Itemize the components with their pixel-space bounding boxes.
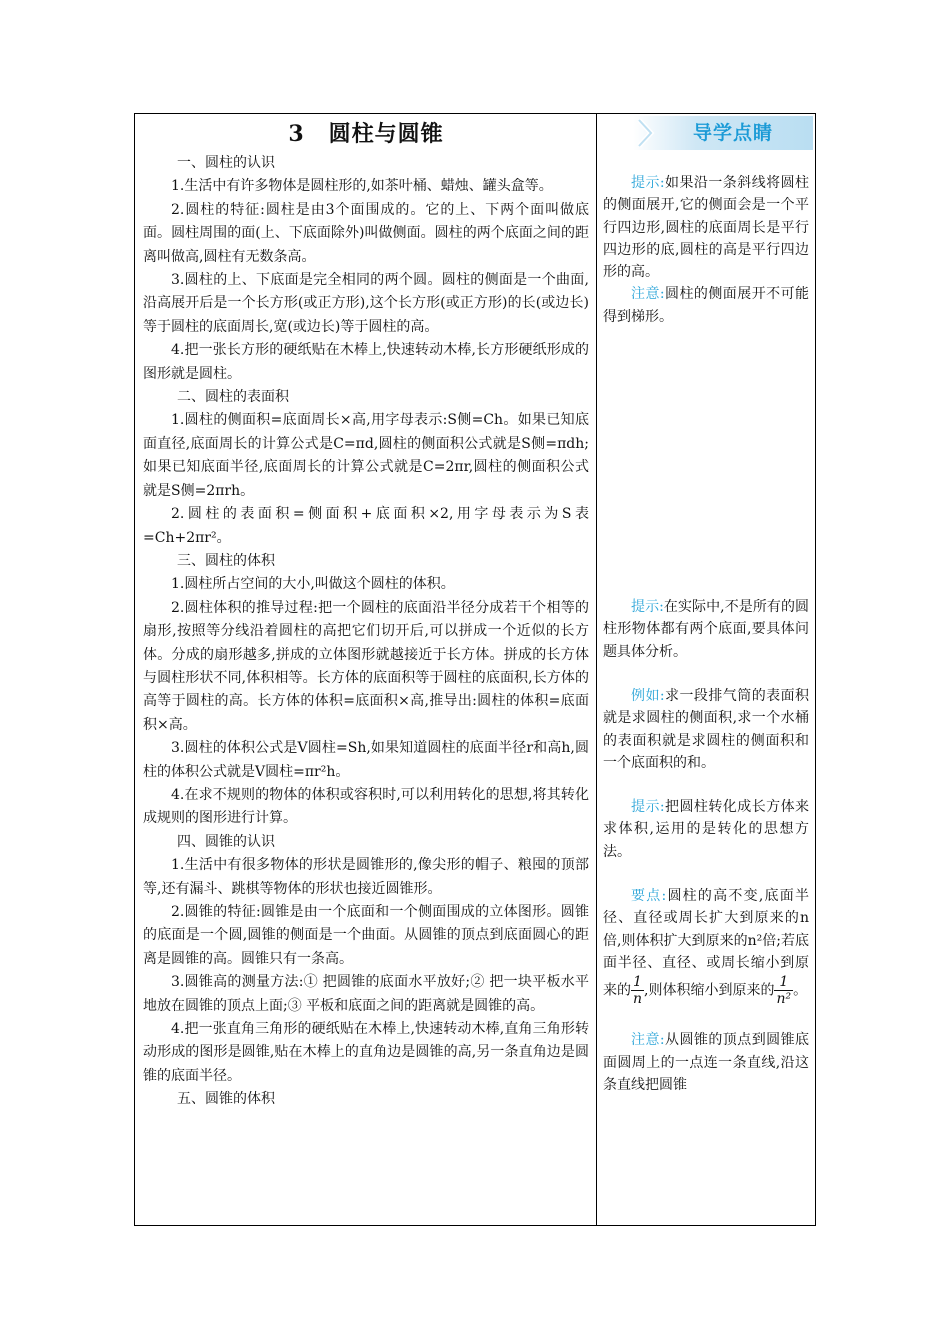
paragraph: 2.圆锥的特征:圆锥是由一个底面和一个侧面围成的立体图形。圆锥的底面是一个圆,圆锥的侧面是一个曲面。从圆锥的顶点到底面圆心的距离是圆锥的高。圆锥只有一条高。: [143, 904, 589, 967]
section-heading: 二、圆柱的表面积: [177, 389, 289, 406]
section-heading: 四、圆锥的认识: [177, 833, 275, 850]
section-heading: 一、圆柱的认识: [177, 155, 275, 171]
paragraph: 4.在求不规则的物体的体积或容积时,可以利用转化的思想,将其转化成规则的图形进行计算。: [143, 786, 589, 827]
side-column: [603, 116, 809, 1096]
fraction-one-over-n: $\frac{1}{n}$: [633, 974, 643, 1008]
paragraph: 1.生活中有许多物体是圆柱形的,如茶叶桶、蜡烛、罐头盒等。: [171, 178, 553, 195]
title-text: 圆柱与圆锥: [328, 121, 444, 147]
paragraph: 1.圆柱的侧面积=底面周长×高,用字母表示:S侧=Ch。如果已知底面直径,底面周长的计算公式是C=πd,圆柱的侧面积公式就是S侧=πdh;如果已知底面半径,底面周长的计算公式就是C=2πr,圆柱的侧面积公式就是S侧=2πrh。: [143, 412, 589, 499]
section-heading: 五、圆锥的体积: [177, 1091, 275, 1108]
side-note-attention-cone: 注意:从圆锥的顶点到圆锥底面圆周上的一点连一条直线,沿这条直线把圆锥: [603, 1032, 810, 1093]
paragraph: 3.圆锥高的测量方法:① 把圆锥的底面水平放好;② 把一块平板水平地放在圆锥的顶点上面;③ 平板和底面之间的距离就是圆锥的高。: [143, 974, 589, 1014]
side-note-hint-transform: 提示:把圆柱转化成长方体来求体积,运用的是转化的思想方法。: [603, 799, 810, 860]
page-title: [143, 116, 589, 152]
lesson-body: [143, 152, 589, 1112]
paragraph: 3.圆柱的上、下底面是完全相同的两个圆。圆柱的侧面是一个曲面,沿高展开后是一个长方形(或正方形),这个长方形(或正方形)的长(或边长)等于圆柱的底面周长,宽(或边长)等于圆柱的高。: [143, 272, 589, 335]
main-column: [143, 116, 589, 1112]
column-divider: [596, 113, 597, 1226]
paragraph: 4.把一张直角三角形的硬纸贴在木棒上,快速转动木棒,直角三角形转动形成的图形是圆锥,贴在木棒上的直角边是圆锥的高,另一条直角边是圆锥的底面半径。: [143, 1021, 589, 1084]
chevron-right-icon: [635, 118, 657, 148]
paragraph: 1.生活中有很多物体的形状是圆锥形的,像尖形的帽子、粮囤的顶部等,还有漏斗、跳棋等物体的形状也接近圆锥形。: [143, 857, 589, 897]
side-note-hint-practice: 提示:在实际中,不是所有的圆柱形物体都有两个底面,要具体问题具体分析。: [603, 599, 810, 660]
side-note-attention-trapezoid: 注意:圆柱的侧面展开不可能得到梯形。: [603, 286, 810, 325]
side-note-key-point: 要点:圆柱的高不变,底面半径、直径或周长扩大到原来的n倍,则体积扩大到原来的n²倍;若底面半径、直径、或周长缩小到原来的 $\frac{1}{n}$ ,则体积缩小到原来的 $\frac{1}{\text{n²}}$ 。: [603, 888, 810, 1008]
title-number: 3: [288, 121, 305, 147]
banner-label: 导学点睛: [693, 122, 774, 144]
paragraph: 2.圆柱的特征:圆柱是由3个面围成的。它的上、下两个面叫做底面。圆柱周围的面(上、下底面除外)叫做侧面。圆柱的两个底面之间的距离叫做高,圆柱有无数条高。: [143, 201, 589, 265]
side-note-example: 例如:求一段排气筒的表面积就是求圆柱的侧面积,求一个水桶的表面积就是求圆柱的侧面积和一个底面积的和。: [603, 687, 810, 771]
section-heading: 三、圆柱的体积: [177, 552, 275, 569]
paragraph: 1.圆柱所占空间的大小,叫做这个圆柱的体积。: [171, 576, 455, 593]
paragraph: 2.圆柱的表面积=侧面积+底面积×2,用字母表示为S表=Ch+2πr²。: [143, 506, 589, 546]
paragraph: 4.把一张长方形的硬纸贴在木棒上,快速转动木棒,长方形硬纸形成的图形就是圆柱。: [143, 342, 589, 382]
side-note-hint-unfold: 提示:如果沿一条斜线将圆柱的侧面展开,它的侧面会是一个平行四边形,圆柱的底面周长是平行四边形的底,圆柱的高是平行四边形的高。: [603, 175, 810, 281]
paragraph: 2.圆柱体积的推导过程:把一个圆柱的底面沿半径分成若干个相等的扇形,按照等分线沿着圆柱的高把它们切开后,可以拼成一个近似的长方体。分成的扇形越多,拼成的立体图形就越接近于长方体。拼成的长方体与圆柱形状不同,体积相等。长方体的底面积等于圆柱的底面积,长方体的高等于圆柱的高。长方体的体积=底面积×高,推导出:圆柱的体积=底面积×高。: [143, 599, 589, 733]
guide-banner: [633, 116, 809, 150]
fraction-one-over-n-squared: $\frac{1}{\text{n²}}$: [776, 974, 792, 1008]
paragraph: 3.圆柱的体积公式是V圆柱=Sh,如果知道圆柱的底面半径r和高h,圆柱的体积公式就是V圆柱=πr²h。: [143, 740, 589, 780]
